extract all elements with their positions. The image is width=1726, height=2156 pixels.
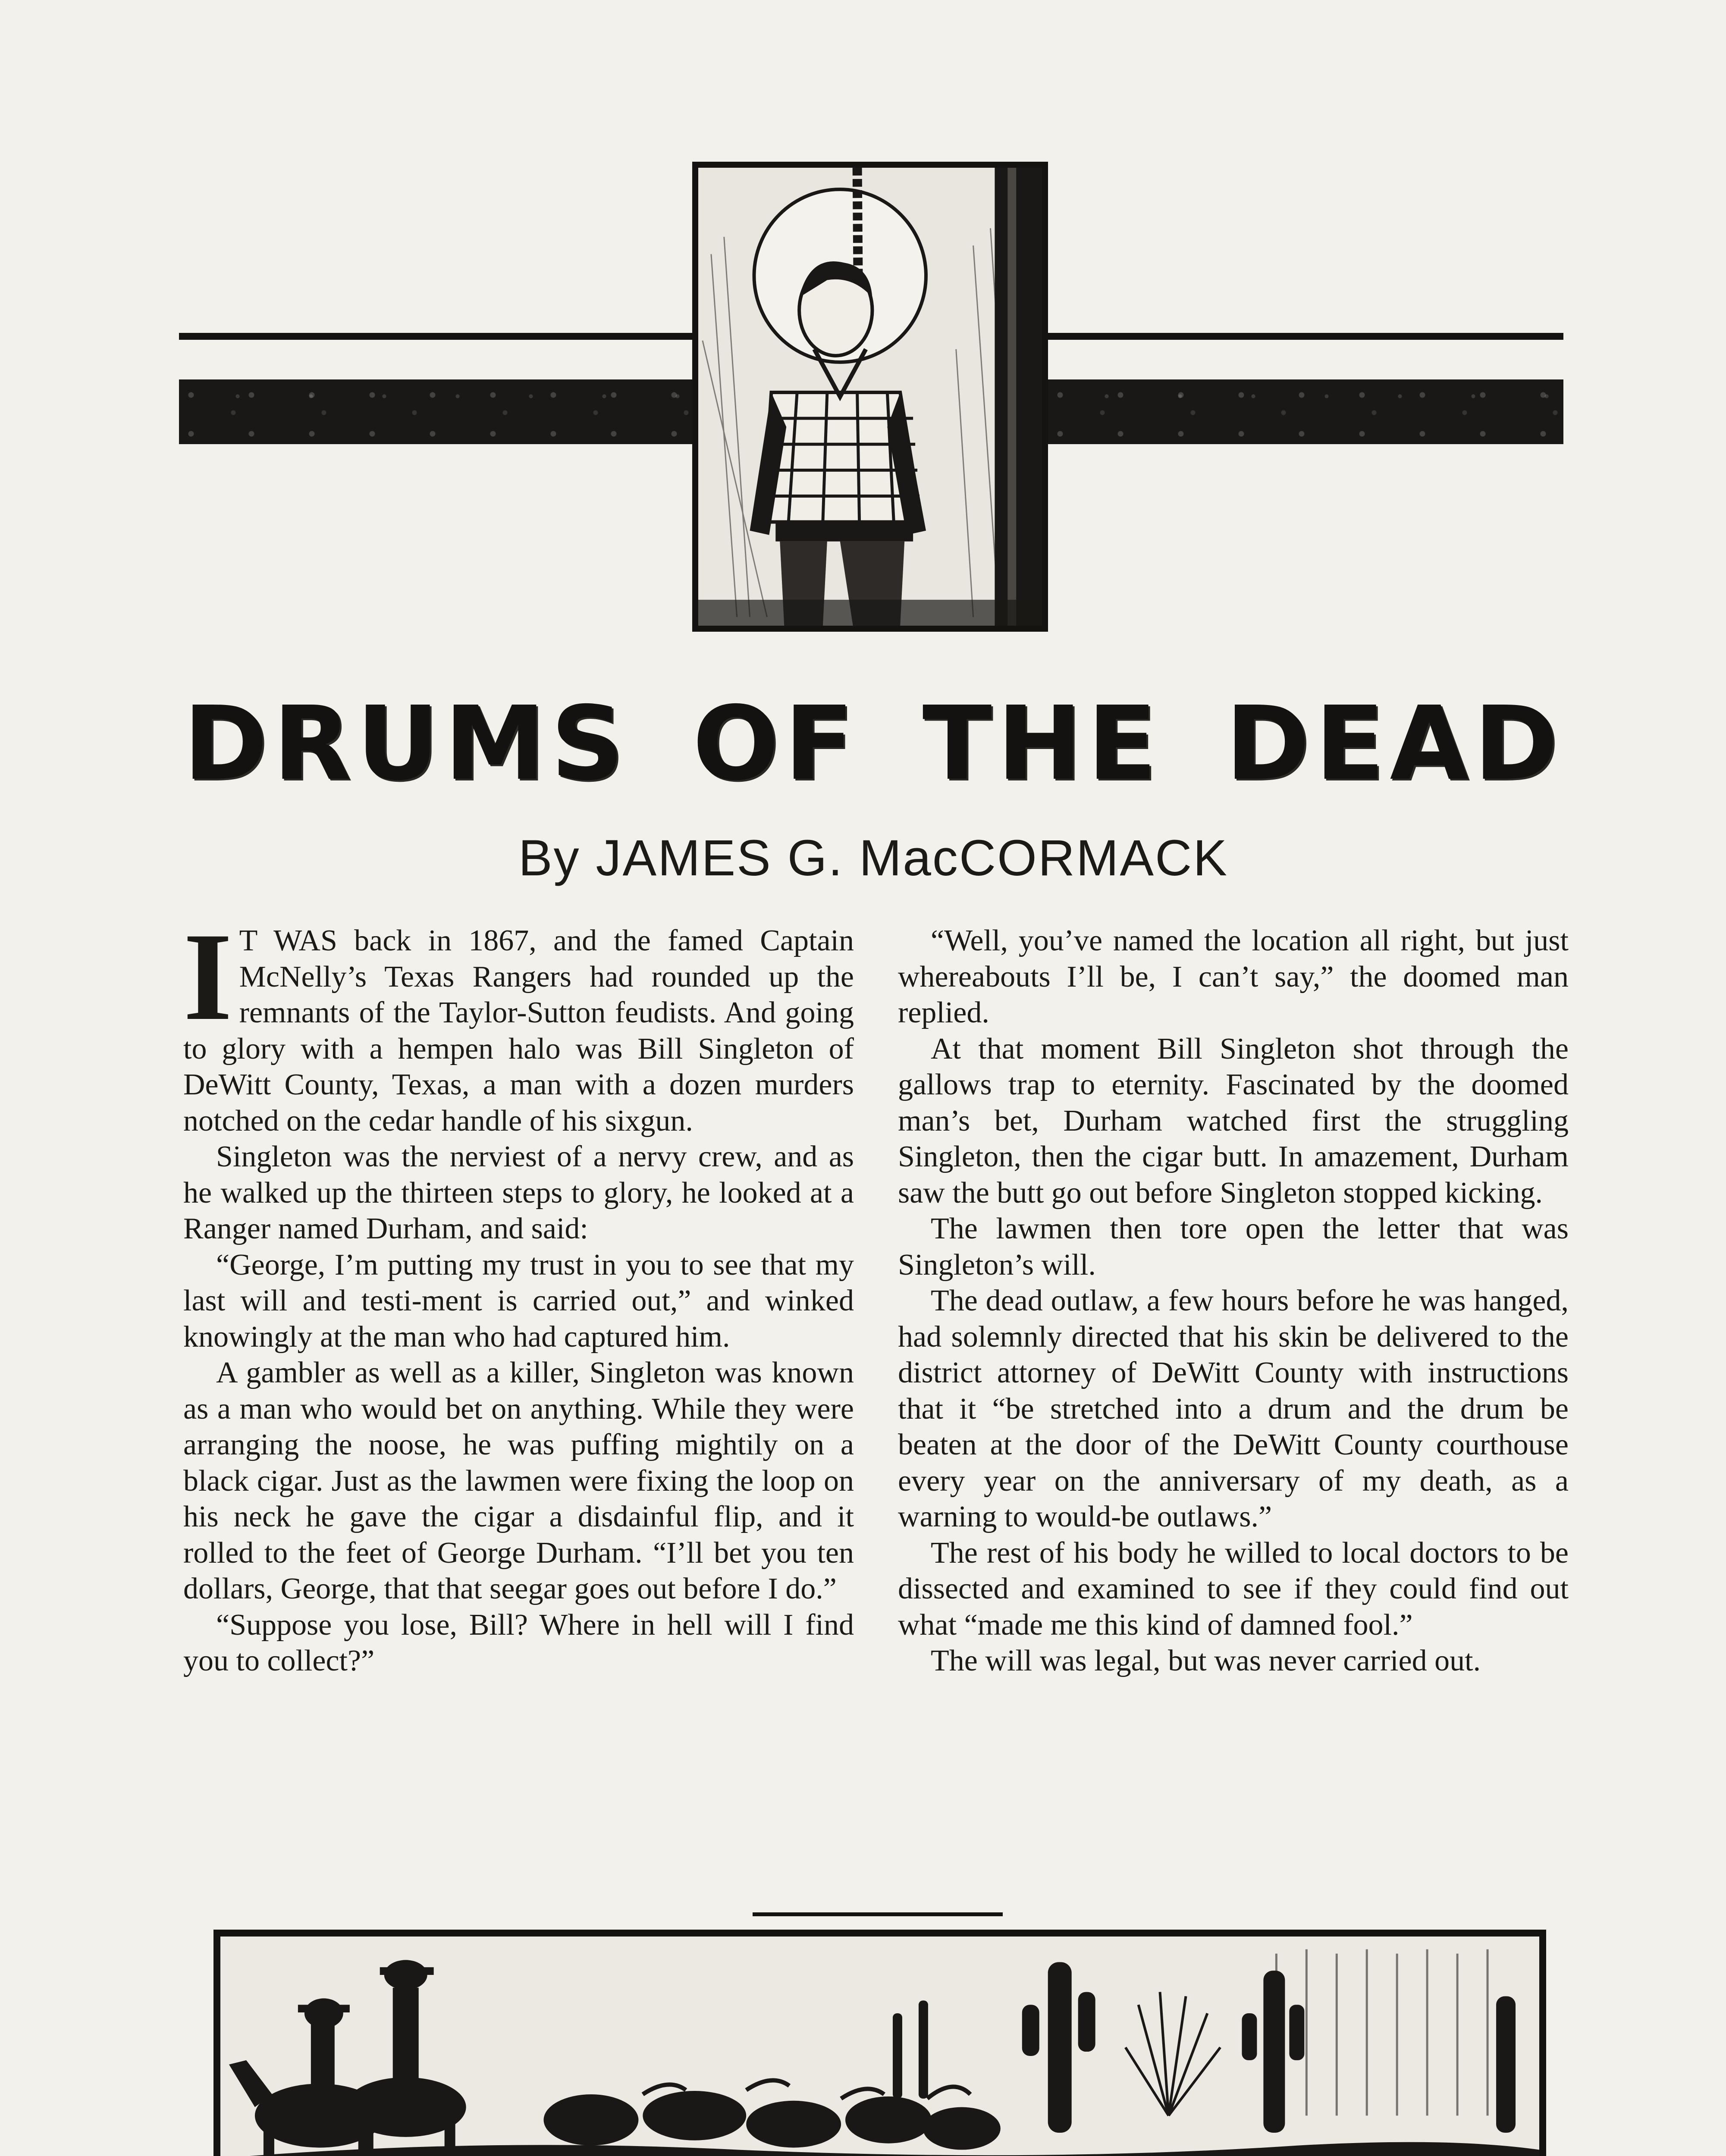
section-divider xyxy=(753,1912,1003,1916)
byline: By JAMES G. MacCORMACK xyxy=(518,830,1229,887)
paragraph: The rest of his body he willed to local doctors to be dissected and examined to see if they could find out what “made me this kind of damned fool.” xyxy=(898,1536,1569,1642)
paragraph: Singleton was the nerviest of a nervy crew, and as he walked up the thirteen steps to glory, he looked at a Ranger named Durham, and said: xyxy=(183,1140,854,1245)
paragraph: A gambler as well as a killer, Singleton was known as a man who would bet on anything. While they were arranging the noose, he was puffing mightily on a black cigar. Just as the lawmen were fixing the loop on his neck he gave the cigar a disdainful flip, and it rolled to the feet of George Durham. “I’ll bet you ten dollars, George, that that seegar goes out before I do.” xyxy=(183,1356,854,1605)
hanging-man-drawing xyxy=(698,168,1042,626)
drop-cap: I xyxy=(183,907,232,1047)
paragraph: The dead outlaw, a few hours before he was hanged, had solemnly directed that his skin be delivered to the district attorney of DeWitt County with instructions that it “be stretched into a drum and the drum be beaten at the door of the DeWitt County courthouse every year on the anniversary of my death, as a warning to would-be outlaws.” xyxy=(898,1284,1569,1533)
cattle-drive-illustration xyxy=(213,1930,1546,2156)
article-column-left xyxy=(183,907,854,1679)
hanging-man-illustration xyxy=(692,162,1048,632)
header-rule-right xyxy=(1048,333,1563,340)
first-paragraph-text: T WAS back in 1867, and the famed Captain McNelly’s Texas Rangers had rounded up the remnants of the Taylor-Sutton feudists. And going to glory with a hempen halo was Bill Singleton of DeWitt County, Texas, a man with a dozen murders notched on the cedar handle of his sixgun. xyxy=(183,924,854,1138)
paragraph: The lawmen then tore open the letter that was Singleton’s will. xyxy=(898,1212,1569,1282)
paragraph: At that moment Bill Singleton shot through the gallows trap to eternity. Fascinated by the doomed man’s bet, Durham watched first the struggling Singleton, then the cigar butt. In amazement, Durham saw the butt go out before Singleton stopped kicking. xyxy=(898,1032,1569,1210)
paragraph: “Well, you’ve named the location all right, but just whereabouts I’ll be, I can’t say,” the doomed man replied. xyxy=(898,924,1569,1029)
header-bar-left xyxy=(179,379,692,444)
header-bar-right xyxy=(1048,379,1563,444)
article-column-right xyxy=(898,923,1569,1679)
first-paragraph xyxy=(183,907,854,1139)
paragraph: The will was legal, but was never carried out. xyxy=(931,1644,1481,1677)
cattle-drive-drawing xyxy=(220,1937,1539,2156)
article-title: DRUMS OF THE DEAD xyxy=(183,684,1563,803)
header-rule-left xyxy=(179,333,692,340)
paragraph: “George, I’m putting my trust in you to see that my last will and testi-ment is carried out,” and winked knowingly at the man who had captured him. xyxy=(183,1248,854,1354)
paragraph: “Suppose you lose, Bill? Where in hell will I find you to collect?” xyxy=(183,1608,854,1677)
